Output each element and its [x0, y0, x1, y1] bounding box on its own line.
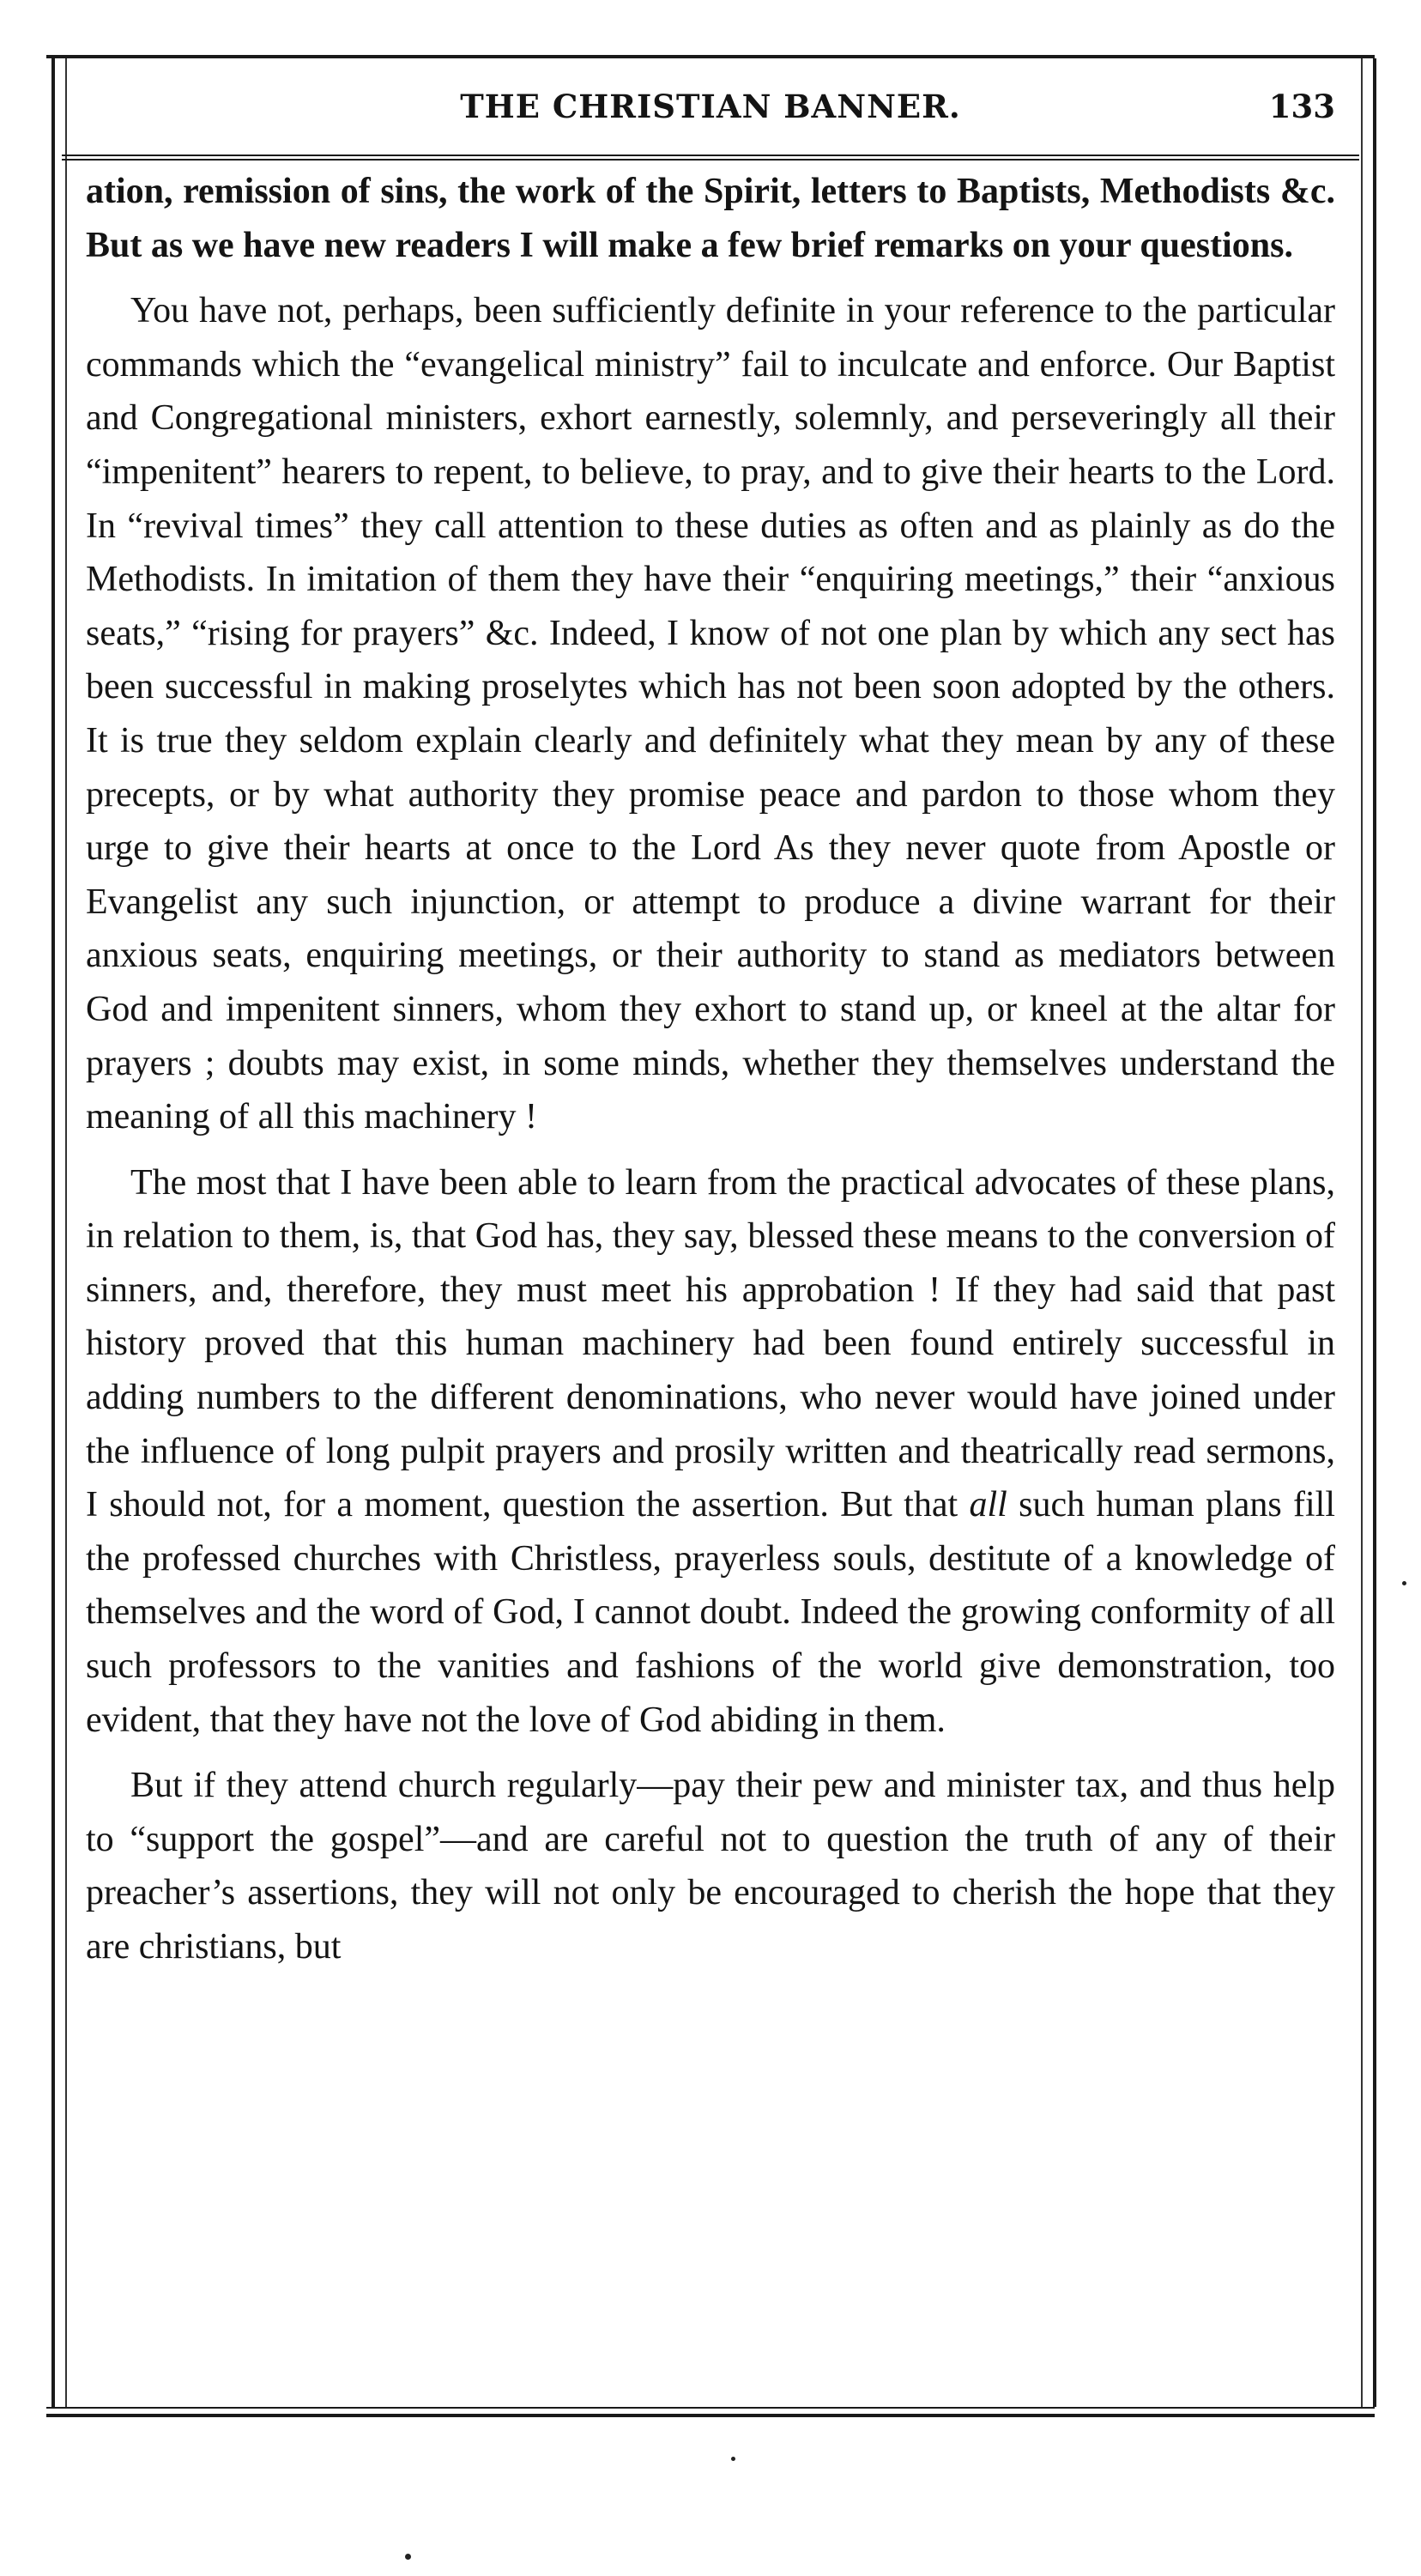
print-speck — [731, 2457, 735, 2461]
paragraph-practical-advocates-part1: The most that I have been able to learn from the practical advocates of these plans, in relation to them, is, that God has, they say, blessed these means to the conversion of sinners, and, therefore, they must meet his approbation ! If they had said that past history proved that this human machinery had been found entirely successful in adding numbers to the different denominations, who never would have joined under the influence of long pulpit prayers and prosily written and theatrically read sermons, I should not, for a moment, question the assertion. But that — [86, 1162, 1335, 1525]
emphasis-all: all — [969, 1485, 1007, 1525]
paragraph-continuation: ation, remission of sins, the work of the Spirit, letters to Baptists, Methodists &c. But as we have new readers I will make a few brief remarks on your questions. — [86, 172, 1335, 265]
paragraph-practical-advocates — [86, 1156, 1335, 1748]
paragraph-practical-advocates-part2: such human plans fill the professed churches with Christless, prayerless souls, destitute of a knowledge of themselves and the word of God, I cannot doubt. Indeed the growing conformity of all such professors to the vanities and fashions of the world give demonstration, too evident, that they have not the love of God abiding in them. — [86, 1485, 1335, 1740]
page-number: 133 — [1268, 88, 1335, 125]
paragraph-evangelical-ministry: You have not, perhaps, been sufficiently definite in your reference to the particular commands which the “evangelical ministry” fail to inculcate and enforce. Our Baptist and Congregational ministers, exhort earnestly, solemnly, and perseveringly all their “impenitent” hearers to repent, to believe, to pray, and to give their hearts to the Lord. In “revival times” they call attention to these duties as often and as plainly as do the Methodists. In imitation of them they have their “enquiring meetings,” their “anxious seats,” “rising for prayers” &c. Indeed, I know of not one plan by which any sect has been successful in making proselytes which has not been soon adopted by the others. It is true they seldom explain clearly and definitely what they mean by any of these precepts, or by what authority they promise peace and pardon to those whom they urge to give their hearts at once to the Lord As they never quote from Apostle or Evangelist any such injunction, or attempt to produce a divine warrant for their anxious seats, enquiring meetings, or their authority to stand as mediators between God and impenitent sinners, whom they exhort to stand up, or kneel at the altar for prayers ; doubts may exist, in some minds, whether they themselves understand the meaning of all this machinery ! — [86, 291, 1335, 1137]
print-speck — [405, 2554, 411, 2560]
running-title: THE CHRISTIAN BANNER. — [460, 88, 961, 125]
print-speck — [1402, 1581, 1406, 1585]
paragraph-church-attendance: But if they attend church regularly—pay their pew and minister tax, and thus help to “support the gospel”—and are careful not to question the truth of any of their preacher’s assertions, they will not only be encouraged to cherish the hope that they are christians, but — [86, 1766, 1335, 1967]
bottom-border-rule — [46, 2407, 1375, 2417]
header-rule — [62, 155, 1359, 161]
article-body — [86, 165, 1335, 1986]
page-header — [86, 84, 1335, 144]
